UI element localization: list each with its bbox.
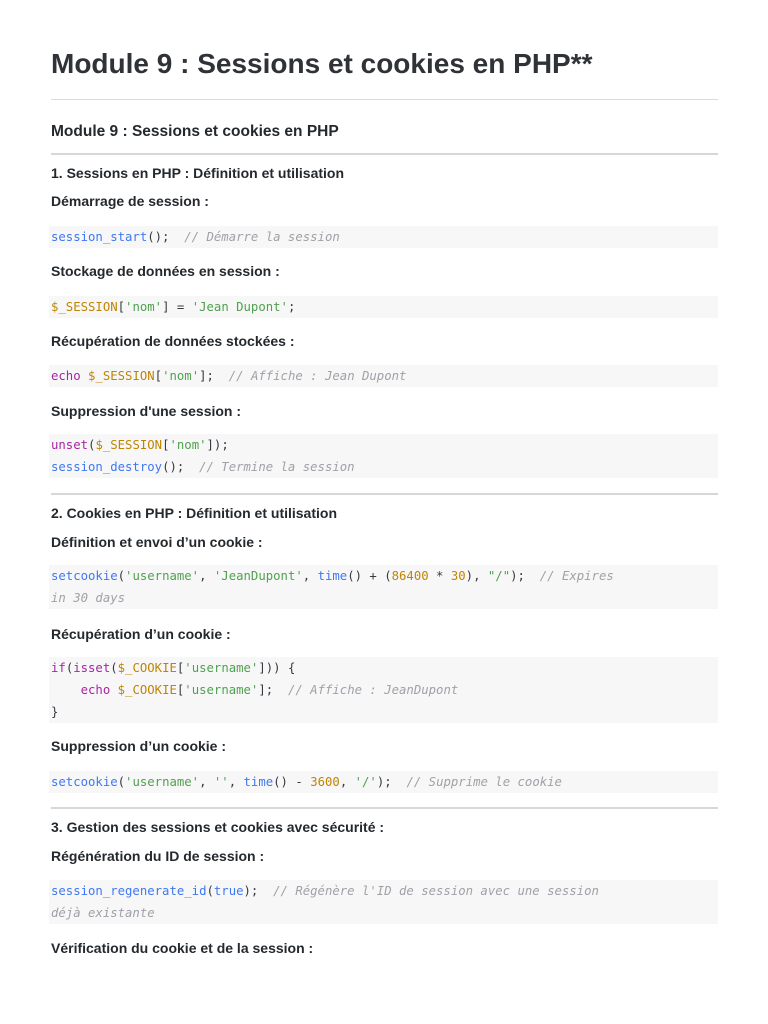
code-comment: in 30 days <box>51 591 126 605</box>
code-string: 'nom' <box>125 300 163 314</box>
code-comment: // Régénère l'ID de session avec une session <box>273 884 599 898</box>
code-keyword: echo <box>51 369 81 383</box>
code-comment: // Affiche : Jean Dupont <box>228 369 407 383</box>
code-function: setcookie <box>51 569 118 583</box>
code-function: setcookie <box>51 775 118 789</box>
session-read-label: Récupération de données stockées : <box>51 333 295 349</box>
verify-label: Vérification du cookie et de la session : <box>51 940 314 956</box>
code-variable: $_SESSION <box>95 438 163 452</box>
code-string: 'username' <box>125 775 200 789</box>
session-start-label: Démarrage de session : <box>51 193 209 209</box>
code-string: 'Jean Dupont' <box>191 300 288 314</box>
code-function: time <box>243 775 274 789</box>
session-store-label: Stockage de données en session : <box>51 263 280 279</box>
code-string: 'username' <box>125 569 200 583</box>
code-string: '/' <box>354 775 377 789</box>
code-function: session_regenerate_id <box>51 884 207 898</box>
module-subtitle: Module 9 : Sessions et cookies en PHP <box>51 123 339 140</box>
code-variable: $_COOKIE <box>117 661 177 675</box>
code-variable: $_SESSION <box>51 300 118 314</box>
code-number: 30 <box>450 569 466 583</box>
code-block-cookie-read: if(isset($_COOKIE['username'])) { echo $_COOKIE['username']; // Affiche : JeanDupont } <box>49 657 718 723</box>
code-boolean: true <box>213 884 244 898</box>
section-divider <box>51 493 718 495</box>
page-title: Module 9 : Sessions et cookies en PHP** <box>51 48 593 79</box>
code-keyword: if <box>51 661 66 675</box>
code-number: 86400 <box>391 569 429 583</box>
code-block-session-read: echo $_SESSION['nom']; // Affiche : Jean Dupont <box>49 365 718 387</box>
section-1-heading: 1. Sessions en PHP : Définition et utilisation <box>51 165 345 181</box>
cookie-define-label: Définition et envoi d’un cookie : <box>51 534 263 550</box>
code-comment: // Termine la session <box>199 460 355 474</box>
session-regen-label: Régénération du ID de session : <box>51 848 265 864</box>
code-string: 'username' <box>184 683 259 697</box>
cookie-read-label: Récupération d’un cookie : <box>51 626 231 642</box>
code-block-session-delete: unset($_SESSION['nom']); session_destroy(); // Termine la session <box>49 434 718 478</box>
code-keyword: echo <box>80 683 111 697</box>
code-function: session_start <box>51 230 148 244</box>
subtitle-divider <box>51 153 718 155</box>
code-function: time <box>317 569 348 583</box>
code-keyword: unset <box>51 438 89 452</box>
code-string: 'nom' <box>162 369 200 383</box>
code-keyword: isset <box>73 661 111 675</box>
section-3-heading: 3. Gestion des sessions et cookies avec sécurité : <box>51 819 385 835</box>
code-number: 3600 <box>310 775 340 789</box>
code-block-cookie-delete: setcookie('username', '', time() - 3600, '/'); // Supprime le cookie <box>49 771 718 793</box>
code-string: 'JeanDupont' <box>213 569 303 583</box>
code-block-session-regen: session_regenerate_id(true); // Régénère l'ID de session avec une session déjà existante <box>49 880 718 924</box>
code-block-session-start <box>49 226 718 248</box>
code-block-session-store: $_SESSION['nom'] = 'Jean Dupont'; <box>49 296 718 318</box>
code-comment: // Démarre la session <box>184 230 340 244</box>
code-string: 'username' <box>184 661 259 675</box>
code-punct: (); <box>147 230 170 244</box>
cookie-delete-label: Suppression d’un cookie : <box>51 738 227 754</box>
section-divider <box>51 807 718 809</box>
code-string: 'nom' <box>169 438 207 452</box>
title-divider <box>51 99 718 100</box>
section-2-heading: 2. Cookies en PHP : Définition et utilisation <box>51 505 338 521</box>
code-string: "/" <box>487 569 511 583</box>
code-block-setcookie: setcookie('username', 'JeanDupont', time() + (86400 * 30), "/"); // Expires in 30 days <box>49 565 718 609</box>
session-delete-label: Suppression d'une session : <box>51 403 242 419</box>
code-comment: // Expires <box>539 569 614 583</box>
code-string: '' <box>213 775 229 789</box>
code-comment: déjà existante <box>51 906 155 920</box>
code-comment: // Affiche : JeanDupont <box>287 683 459 697</box>
code-variable: $_SESSION <box>88 369 155 383</box>
code-variable: $_COOKIE <box>117 683 177 697</box>
code-comment: // Supprime le cookie <box>406 775 562 789</box>
code-function: session_destroy <box>51 460 163 474</box>
